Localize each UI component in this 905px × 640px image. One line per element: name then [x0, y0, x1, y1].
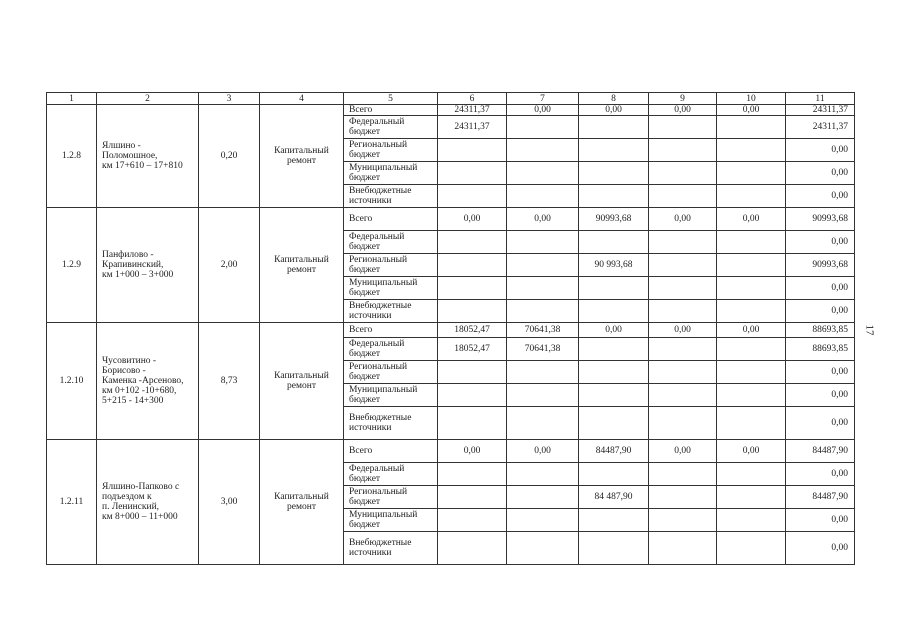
item-number: 1.2.8 — [47, 105, 97, 208]
cell-col-7: 0,00 — [507, 208, 579, 231]
cell-col-9 — [649, 277, 717, 300]
cell-col-10 — [717, 254, 786, 277]
cell-col-8 — [579, 139, 649, 162]
cell-col-8 — [579, 231, 649, 254]
cell-col-6: 24311,37 — [438, 116, 507, 139]
cell-col-9 — [649, 532, 717, 565]
cell-col-6: 0,00 — [438, 208, 507, 231]
cell-col-9: 0,00 — [649, 105, 717, 116]
cell-col-7: 0,00 — [507, 105, 579, 116]
funding-source: Региональный бюджет — [344, 486, 438, 509]
col-header: 7 — [507, 93, 579, 105]
col-header: 9 — [649, 93, 717, 105]
funding-source: Внебюджетные источники — [344, 300, 438, 323]
table-row — [47, 440, 855, 463]
col-header: 11 — [786, 93, 855, 105]
cell-col-7 — [507, 139, 579, 162]
header-row — [47, 93, 855, 105]
road-length: 3,00 — [199, 440, 260, 565]
road-length: 0,20 — [199, 105, 260, 208]
cell-col-6 — [438, 463, 507, 486]
cell-col-9 — [649, 384, 717, 407]
funding-source: Муниципальный бюджет — [344, 509, 438, 532]
cell-col-10 — [717, 509, 786, 532]
cell-col-9 — [649, 231, 717, 254]
cell-col-6 — [438, 509, 507, 532]
cell-col-9: 0,00 — [649, 323, 717, 338]
cell-col-7 — [507, 486, 579, 509]
cell-col-11: 88693,85 — [786, 323, 855, 338]
cell-col-9: 0,00 — [649, 208, 717, 231]
cell-col-6: 18052,47 — [438, 338, 507, 361]
cell-col-6 — [438, 254, 507, 277]
cell-col-10 — [717, 231, 786, 254]
cell-col-11: 84487,90 — [786, 486, 855, 509]
cell-col-7 — [507, 231, 579, 254]
cell-col-11: 0,00 — [786, 162, 855, 185]
cell-col-6 — [438, 231, 507, 254]
table-row — [47, 105, 855, 116]
cell-col-10: 0,00 — [717, 208, 786, 231]
funding-source: Всего — [344, 323, 438, 338]
funding-source: Внебюджетные источники — [344, 407, 438, 440]
cell-col-6 — [438, 384, 507, 407]
funding-source: Федеральный бюджет — [344, 116, 438, 139]
cell-col-11: 88693,85 — [786, 338, 855, 361]
cell-col-11: 0,00 — [786, 361, 855, 384]
cell-col-9 — [649, 254, 717, 277]
cell-col-10 — [717, 486, 786, 509]
cell-col-11: 90993,68 — [786, 254, 855, 277]
cell-col-11: 24311,37 — [786, 116, 855, 139]
cell-col-11: 0,00 — [786, 231, 855, 254]
cell-col-10 — [717, 185, 786, 208]
funding-source: Внебюджетные источники — [344, 532, 438, 565]
cell-col-8 — [579, 509, 649, 532]
col-header: 10 — [717, 93, 786, 105]
cell-col-7: 70641,38 — [507, 323, 579, 338]
cell-col-8: 90993,68 — [579, 208, 649, 231]
cell-col-11: 0,00 — [786, 185, 855, 208]
cell-col-11: 0,00 — [786, 139, 855, 162]
cell-col-7: 0,00 — [507, 440, 579, 463]
cell-col-11: 0,00 — [786, 532, 855, 565]
road-name: Чусовитино - Борисово - Каменка -Арсеново, км 0+102 -10+680, 5+215 - 14+300 — [97, 323, 199, 440]
cell-col-8 — [579, 185, 649, 208]
cell-col-9 — [649, 463, 717, 486]
cell-col-6: 18052,47 — [438, 323, 507, 338]
cell-col-9 — [649, 361, 717, 384]
cell-col-7 — [507, 116, 579, 139]
col-header: 5 — [344, 93, 438, 105]
funding-source: Внебюджетные источники — [344, 185, 438, 208]
funding-source: Всего — [344, 440, 438, 463]
cell-col-8 — [579, 277, 649, 300]
cell-col-11: 0,00 — [786, 277, 855, 300]
cell-col-7 — [507, 277, 579, 300]
cell-col-7 — [507, 509, 579, 532]
cell-col-7 — [507, 185, 579, 208]
cell-col-9 — [649, 139, 717, 162]
cell-col-10 — [717, 532, 786, 565]
road-length: 2,00 — [199, 208, 260, 323]
cell-col-10 — [717, 162, 786, 185]
road-name: Панфилово - Крапивинский, км 1+000 – 3+000 — [97, 208, 199, 323]
funding-source: Федеральный бюджет — [344, 231, 438, 254]
cell-col-7 — [507, 254, 579, 277]
item-number: 1.2.11 — [47, 440, 97, 565]
cell-col-9: 0,00 — [649, 440, 717, 463]
cell-col-10 — [717, 338, 786, 361]
cell-col-10 — [717, 384, 786, 407]
cell-col-11: 84487,90 — [786, 440, 855, 463]
cell-col-9 — [649, 407, 717, 440]
work-type: Капитальный ремонт — [260, 440, 344, 565]
col-header: 2 — [97, 93, 199, 105]
table-row — [47, 323, 855, 338]
cell-col-10 — [717, 361, 786, 384]
cell-col-10: 0,00 — [717, 323, 786, 338]
col-header: 1 — [47, 93, 97, 105]
cell-col-8 — [579, 384, 649, 407]
cell-col-8: 90 993,68 — [579, 254, 649, 277]
road-name: Ялшино - Поломошное, км 17+610 – 17+810 — [97, 105, 199, 208]
cell-col-6 — [438, 277, 507, 300]
cell-col-9 — [649, 486, 717, 509]
cell-col-10 — [717, 277, 786, 300]
cell-col-8 — [579, 338, 649, 361]
cell-col-6 — [438, 486, 507, 509]
funding-source: Региональный бюджет — [344, 254, 438, 277]
cell-col-10 — [717, 463, 786, 486]
cell-col-11: 0,00 — [786, 509, 855, 532]
cell-col-7 — [507, 532, 579, 565]
page-number: 17 — [863, 324, 876, 336]
cell-col-6 — [438, 532, 507, 565]
table-row — [47, 208, 855, 231]
cell-col-8 — [579, 116, 649, 139]
cell-col-11: 0,00 — [786, 463, 855, 486]
cell-col-9 — [649, 300, 717, 323]
item-number: 1.2.9 — [47, 208, 97, 323]
cell-col-9 — [649, 509, 717, 532]
funding-source: Муниципальный бюджет — [344, 384, 438, 407]
cell-col-6: 24311,37 — [438, 105, 507, 116]
cell-col-7 — [507, 407, 579, 440]
cell-col-9 — [649, 116, 717, 139]
cell-col-9 — [649, 162, 717, 185]
cell-col-8: 84487,90 — [579, 440, 649, 463]
cell-col-6 — [438, 162, 507, 185]
cell-col-8 — [579, 361, 649, 384]
col-header: 4 — [260, 93, 344, 105]
cell-col-6 — [438, 185, 507, 208]
funding-source: Федеральный бюджет — [344, 338, 438, 361]
cell-col-11: 0,00 — [786, 384, 855, 407]
cell-col-8 — [579, 300, 649, 323]
col-header: 3 — [199, 93, 260, 105]
cell-col-11: 0,00 — [786, 300, 855, 323]
col-header: 6 — [438, 93, 507, 105]
cell-col-8: 84 487,90 — [579, 486, 649, 509]
cell-col-8 — [579, 162, 649, 185]
cell-col-7 — [507, 162, 579, 185]
cell-col-6 — [438, 300, 507, 323]
cell-col-7 — [507, 463, 579, 486]
cell-col-7 — [507, 300, 579, 323]
cell-col-6: 0,00 — [438, 440, 507, 463]
work-type: Капитальный ремонт — [260, 208, 344, 323]
cell-col-8: 0,00 — [579, 105, 649, 116]
road-name: Ялшино-Папково с подъездом к п. Ленинский, км 8+000 – 11+000 — [97, 440, 199, 565]
cell-col-10 — [717, 300, 786, 323]
col-header: 8 — [579, 93, 649, 105]
cell-col-7 — [507, 361, 579, 384]
cell-col-8 — [579, 463, 649, 486]
road-length: 8,73 — [199, 323, 260, 440]
cell-col-10 — [717, 407, 786, 440]
funding-source: Всего — [344, 105, 438, 116]
funding-source: Федеральный бюджет — [344, 463, 438, 486]
cell-col-7: 70641,38 — [507, 338, 579, 361]
cell-col-6 — [438, 139, 507, 162]
work-type: Капитальный ремонт — [260, 105, 344, 208]
cell-col-8: 0,00 — [579, 323, 649, 338]
cell-col-10: 0,00 — [717, 440, 786, 463]
cell-col-11: 24311,37 — [786, 105, 855, 116]
cell-col-8 — [579, 407, 649, 440]
cell-col-11: 0,00 — [786, 407, 855, 440]
cell-col-7 — [507, 384, 579, 407]
funding-source: Муниципальный бюджет — [344, 277, 438, 300]
funding-source: Региональный бюджет — [344, 361, 438, 384]
cell-col-8 — [579, 532, 649, 565]
cell-col-9 — [649, 185, 717, 208]
item-number: 1.2.10 — [47, 323, 97, 440]
cell-col-6 — [438, 361, 507, 384]
cell-col-10: 0,00 — [717, 105, 786, 116]
cell-col-9 — [649, 338, 717, 361]
cell-col-10 — [717, 139, 786, 162]
work-type: Капитальный ремонт — [260, 323, 344, 440]
cell-col-10 — [717, 116, 786, 139]
cell-col-6 — [438, 407, 507, 440]
funding-source: Всего — [344, 208, 438, 231]
cell-col-11: 90993,68 — [786, 208, 855, 231]
funding-source: Региональный бюджет — [344, 139, 438, 162]
budget-table — [46, 92, 855, 565]
funding-source: Муниципальный бюджет — [344, 162, 438, 185]
